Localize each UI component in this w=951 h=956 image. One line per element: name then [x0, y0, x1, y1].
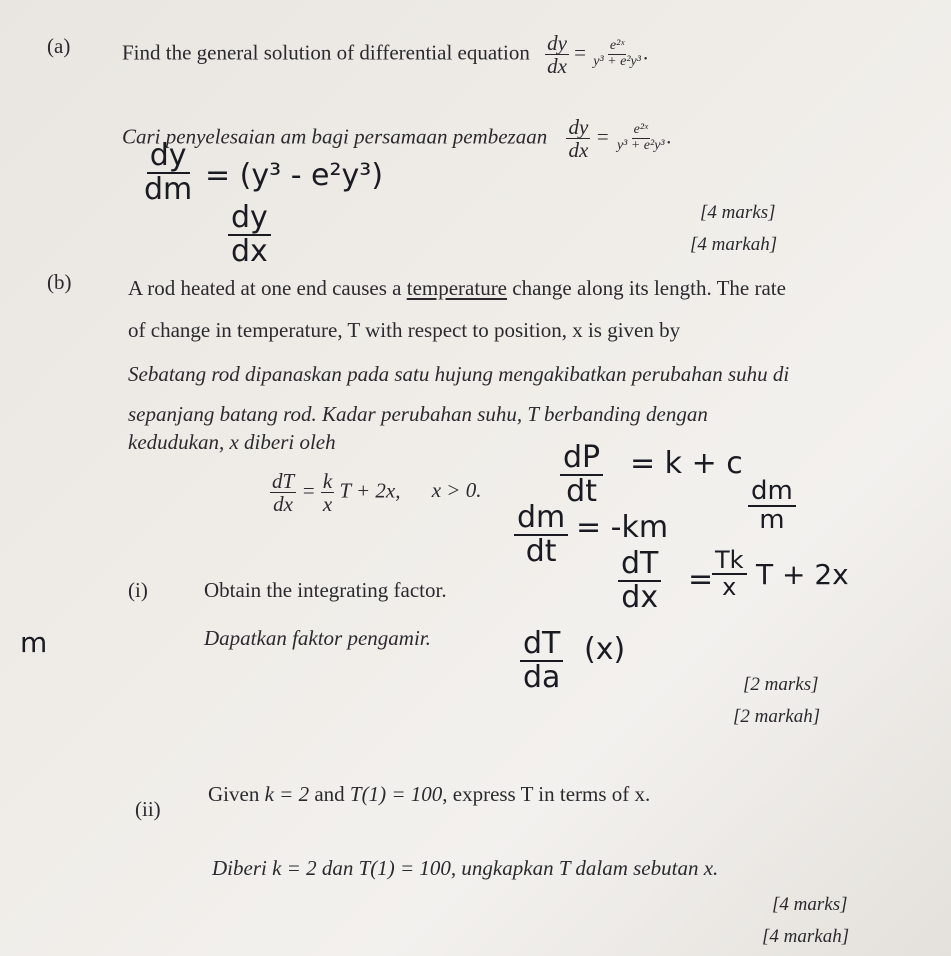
hw-num-5: dm [748, 478, 796, 507]
part-b-line2: of change in temperature, T with respect to position, x is given by [128, 318, 681, 342]
hw-num-6b: Tk [712, 548, 747, 575]
part-b-ms-line2: sepanjang batang rod. Kadar perubahan suhu, T berbanding dengan [128, 402, 708, 426]
part-a-label: (a) [47, 34, 71, 58]
part-a-derivative [545, 32, 569, 77]
part-b-ms-line3: kedudukan, x diberi oleh [128, 430, 336, 454]
handwritten-dT-dx [618, 548, 661, 613]
part-b-i-label: (i) [128, 578, 148, 602]
rhs-numerator-ms: e²ˣ [633, 122, 648, 138]
handwritten-dy-dm [144, 140, 192, 205]
handwritten-rhs-3: = k + c [630, 446, 743, 481]
hw-num-6: dT [618, 548, 661, 582]
part-b-i-en: Obtain the integrating factor. [204, 578, 447, 602]
part-b-i-marks-ms: [2 markah] [733, 706, 821, 727]
handwritten-rhs-1: = (y³ - e²y³) [205, 158, 384, 193]
dy-numerator: dy [547, 31, 567, 55]
part-b-ii-en [208, 782, 650, 807]
hw-den-3: dt [566, 473, 597, 509]
hw-den-7: da [522, 659, 561, 695]
part-b-ii-ms [212, 856, 718, 881]
handwritten-dy-dx [228, 202, 271, 267]
equals-sign: = [574, 40, 587, 65]
part-b-label: (b) [47, 270, 72, 294]
rhs-denominator-ms: y³ + e²y³ [616, 138, 665, 154]
underlined-word: temperature [406, 276, 508, 300]
part-a-text-en: Find the general solution of differential equation [122, 40, 530, 65]
part-b-ii-marks-en: [4 marks] [772, 894, 848, 915]
ii-ms-T: T(1) = 100 [358, 856, 451, 880]
ii-en-and: and [309, 782, 350, 806]
rhs-denominator: y³ + e²y³ [593, 54, 641, 70]
rhs-numerator: e²ˣ [609, 38, 625, 54]
k-over-x [321, 470, 334, 515]
hw-num: dy [147, 140, 190, 174]
part-b-i-marks-en: [2 marks] [743, 674, 819, 695]
part-a-marks-en: [4 marks] [700, 202, 776, 223]
part-a-rhs-ms [615, 123, 667, 153]
part-a-marks-ms: [4 markah] [690, 234, 778, 255]
part-b-line1 [128, 276, 786, 301]
handwritten-rhs-4: = -km [576, 510, 669, 545]
part-a-derivative-ms [566, 116, 590, 161]
hw-den-2: dx [231, 233, 268, 269]
hw-num-3: dP [560, 442, 603, 476]
dx-den: dx [273, 492, 293, 517]
part-a-text-ms: Cari penyelesaian am bagi persamaan pembezaan [122, 124, 548, 149]
equals-sign-ms: = [595, 124, 610, 149]
dx-denominator: dx [547, 54, 567, 79]
part-b-equation [270, 470, 481, 515]
handwritten-rhs-6: T + 2x [756, 558, 849, 591]
hw-den: dm [144, 171, 193, 207]
ii-ms-post: , ungkapkan T dalam sebutan x. [450, 856, 719, 880]
ii-en-post: , express T in terms of x. [442, 782, 651, 806]
dx-denominator-ms: dx [568, 138, 589, 163]
part-b-line1-pre: A rod heated at one end causes a [128, 276, 407, 300]
handwritten-margin-m: m [20, 626, 48, 659]
ii-ms-k: k = 2 [272, 856, 317, 880]
ii-ms-dan: dan [316, 856, 359, 880]
eq-tail: T + 2x, [339, 478, 401, 503]
handwritten-dm-m [748, 478, 796, 535]
part-b-ii-label: (ii) [135, 797, 161, 821]
handwritten-Tk-x [712, 548, 747, 600]
dT-dx [270, 470, 296, 515]
punctuation-ms: . [666, 124, 672, 149]
punctuation: . [642, 40, 649, 65]
hw-num-2: dy [228, 202, 271, 236]
hw-den-4: dt [525, 533, 557, 569]
dy-numerator-ms: dy [568, 115, 589, 139]
handwritten-dP-dt [560, 442, 603, 507]
hw-num-7: dT [520, 628, 563, 662]
ii-en-pre: Given [208, 782, 265, 806]
part-b-ms-line1: Sebatang rod dipanaskan pada satu hujung mengakibatkan perubahan suhu di [128, 362, 790, 386]
part-a-question-en [122, 32, 648, 77]
ii-ms-pre: Diberi [212, 856, 273, 880]
eq-condition: x > 0. [431, 478, 482, 503]
part-a-rhs [591, 39, 643, 69]
hw-num-4: dm [514, 502, 568, 536]
part-b-ii-marks-ms: [4 markah] [762, 926, 850, 947]
hw-den-5: m [759, 505, 785, 536]
hw-den-6: dx [621, 579, 659, 615]
part-b-i-ms: Dapatkan faktor pengamir. [204, 626, 431, 650]
part-a-question-ms [122, 116, 672, 161]
part-b-line1-post: change along its length. The rate [507, 276, 786, 300]
handwritten-eq-6: = [688, 562, 714, 597]
ii-en-T: T(1) = 100 [349, 782, 443, 806]
x-den: x [322, 492, 333, 517]
handwritten-dm-dt [514, 502, 568, 567]
handwritten-rhs-7: (x) [584, 632, 626, 667]
handwritten-dT-da [520, 628, 563, 693]
ii-en-k: k = 2 [264, 782, 310, 806]
dT-num: dT [272, 469, 295, 493]
k-num: k [322, 469, 333, 493]
eq-equals: = [301, 478, 321, 503]
hw-den-6b: x [722, 573, 737, 602]
